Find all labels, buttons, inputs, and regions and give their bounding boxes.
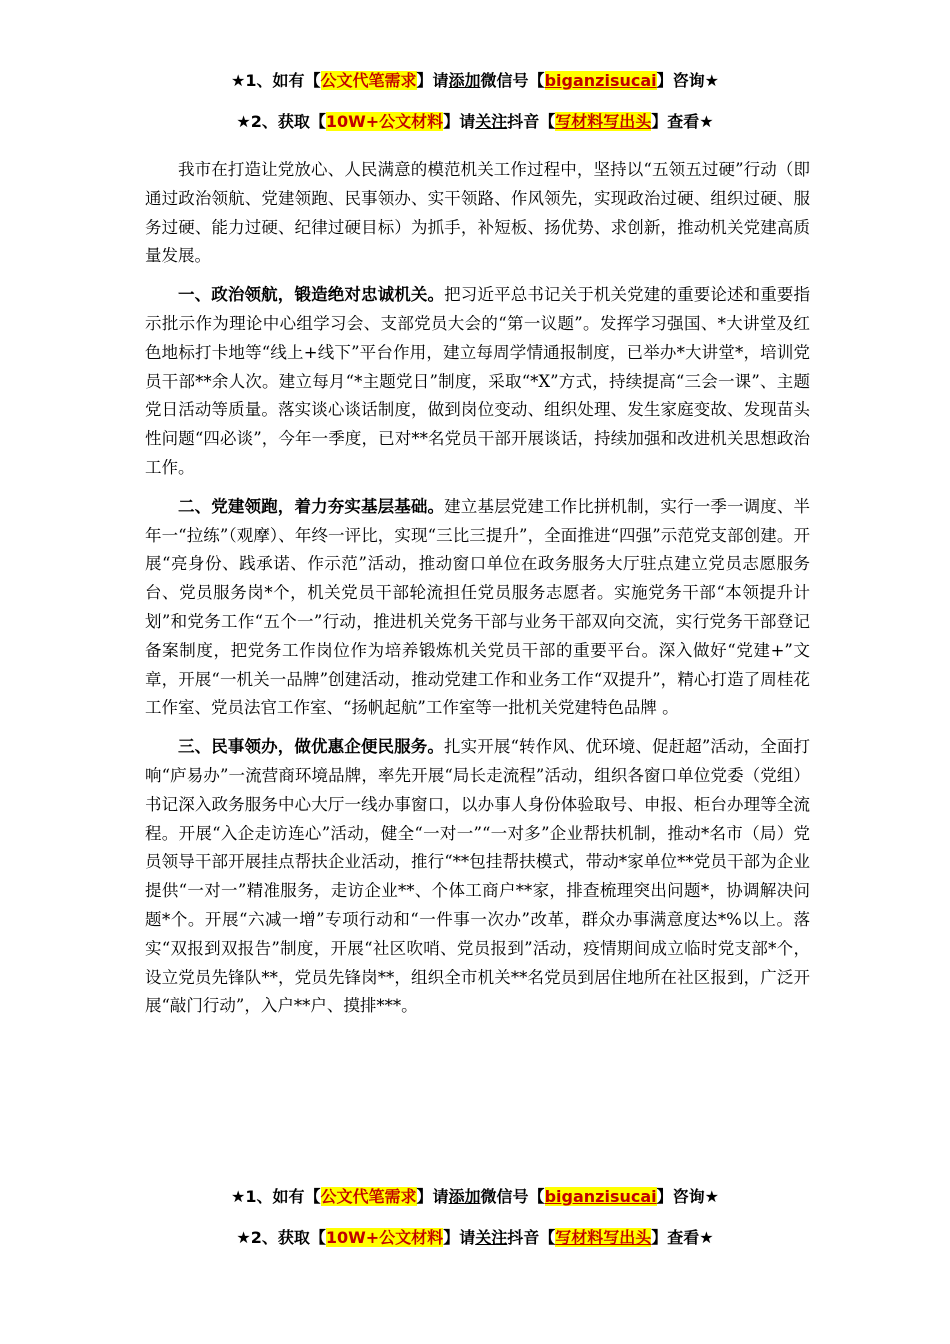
section-heading: 一、政治领航，锻造绝对忠诚机关。 <box>178 285 445 305</box>
promo-text: 微信号【 <box>480 1187 545 1206</box>
promo-text: 微信号【 <box>480 71 545 90</box>
promo-underlined: 添加 <box>448 71 481 90</box>
wechat-id-highlight: biganzisucai <box>544 1187 657 1206</box>
promo-text: 抖音【 <box>507 1228 556 1247</box>
promo-underlined: 关注 <box>475 1228 508 1247</box>
promo-line-2-bottom <box>0 1227 950 1249</box>
promo-text: 】查看★ <box>651 1228 714 1247</box>
promo-highlight: 公文代笔需求 <box>320 71 417 90</box>
promo-line-1 <box>0 70 950 92</box>
promo-underlined: 添加 <box>448 1187 481 1206</box>
promo-text: 】查看★ <box>651 112 714 131</box>
promo-underlined: 关注 <box>475 112 508 131</box>
promo-text: ★2、获取【 <box>236 1228 326 1247</box>
promo-text: 】请 <box>416 1187 449 1206</box>
promo-text: 】咨询★ <box>656 71 719 90</box>
section-heading: 二、党建领跑，着力夯实基层基础。 <box>178 496 445 516</box>
promo-text: 】请 <box>416 71 449 90</box>
promo-line-2 <box>0 111 950 133</box>
promo-text: 】请 <box>443 112 476 131</box>
promo-text: ★1、如有【 <box>231 1187 321 1206</box>
promo-text: ★1、如有【 <box>231 71 321 90</box>
section-paragraph <box>145 493 810 723</box>
promo-line-1-bottom <box>0 1186 950 1208</box>
section-heading: 三、民事领办，做优惠企便民服务。 <box>178 737 444 757</box>
promo-highlight: 10W+公文材料 <box>325 1228 444 1247</box>
douyin-id-highlight: 写材料写出头 <box>555 112 652 131</box>
promo-text: 抖音【 <box>507 112 556 131</box>
section-paragraph <box>145 281 810 483</box>
intro-paragraph: 我市在打造让党放心、人民满意的模范机关工作过程中，坚持以“五领五过硬”行动（即通过政治领航、党建领跑、民事领办、实干领路、作风领先，实现政治过硬、组织过硬、服务过硬、能力过硬、纪律过硬目标）为抓手，补短板、扬优势、求创新，推动机关党建高质量发展。 <box>145 160 810 266</box>
article-body <box>145 156 810 1031</box>
section-text: 建立基层党建工作比拼机制，实行一季一调度、半年一“拉练”（观摩）、年终一评比，实现“三比三提升”，全面推进“四强”示范党支部创建。开展“亮身份、践承诺、作示范”活动，推动窗口单位在政务服务大厅驻点建立党员志愿服务台、党员服务岗*个，机关党员干部轮流担任党员服务志愿者。实施党务干部“本领提升计划”和党务工作“五个一”行动，推进机关党务干部与业务干部双向交流，实行党务干部登记备案制度，把党务工作岗位作为培养锻炼机关党员干部的重要平台。深入做好“党建+”文章，开展“一机关一品牌”创建活动，推动党建工作和业务工作“双提升”，精心打造了周桂花工作室、党员法官工作室、“扬帆起航”工作室等一批机关党建特色品牌 。 <box>145 496 811 718</box>
promo-highlight: 公文代笔需求 <box>320 1187 417 1206</box>
section-paragraph <box>145 733 810 1021</box>
promo-text: ★2、获取【 <box>236 112 326 131</box>
promo-text: 】请 <box>443 1228 476 1247</box>
wechat-id-highlight: biganzisucai <box>544 71 657 90</box>
section-text: 把习近平总书记关于机关党建的重要论述和重要指示批示作为理论中心组学习会、支部党员大会的“第一议题”。发挥学习强国、*大讲堂及红色地标打卡地等“线上+线下”平台作用，建立每周学情通报制度，已举办*大讲堂*，培训党员干部**余人次。建立每月“*主题党日”制度，采取“*X”方式，持续提高“三会一课”、主题党日活动等质量。落实谈心谈话制度，做到岗位变动、组织处理、发生家庭变故、发现苗头性问题“四必谈”，今年一季度，已对**名党员干部开展谈话，持续加强和改进机关思想政治工作。 <box>145 285 811 477</box>
promo-highlight: 10W+公文材料 <box>325 112 444 131</box>
section-text: 扎实开展“转作风、优环境、促赶超”活动，全面打响“庐易办”一流营商环境品牌，率先开展“局长走流程”活动，组织各窗口单位党委（党组）书记深入政务服务中心大厅一线办事窗口，以办事人身份体验取号、申报、柜台办理等全流程。开展“入企走访连心”活动，健全“一对一”“一对多”企业帮扶机制，推动*名市（局）党员领导干部开展挂点帮扶企业活动，推行“**包挂帮扶模式，带动*家单位**党员干部为企业提供“一对一”精准服务，走访企业**、个体工商户**家，排查梳理突出问题*，协调解决问题*个。开展“六减一增”专项行动和“一件事一次办”改革，群众办事满意度达*%以上。落实“双报到双报告”制度，开展“社区吹哨、党员报到”活动，疫情期间成立临时党支部*个，设立党员先锋队**，党员先锋岗**，组织全市机关**名党员到居住地所在社区报到，广泛开展“敲门行动”，入户**户、摸排***。 <box>145 737 811 1016</box>
douyin-id-highlight: 写材料写出头 <box>555 1228 652 1247</box>
promo-text: 】咨询★ <box>656 1187 719 1206</box>
